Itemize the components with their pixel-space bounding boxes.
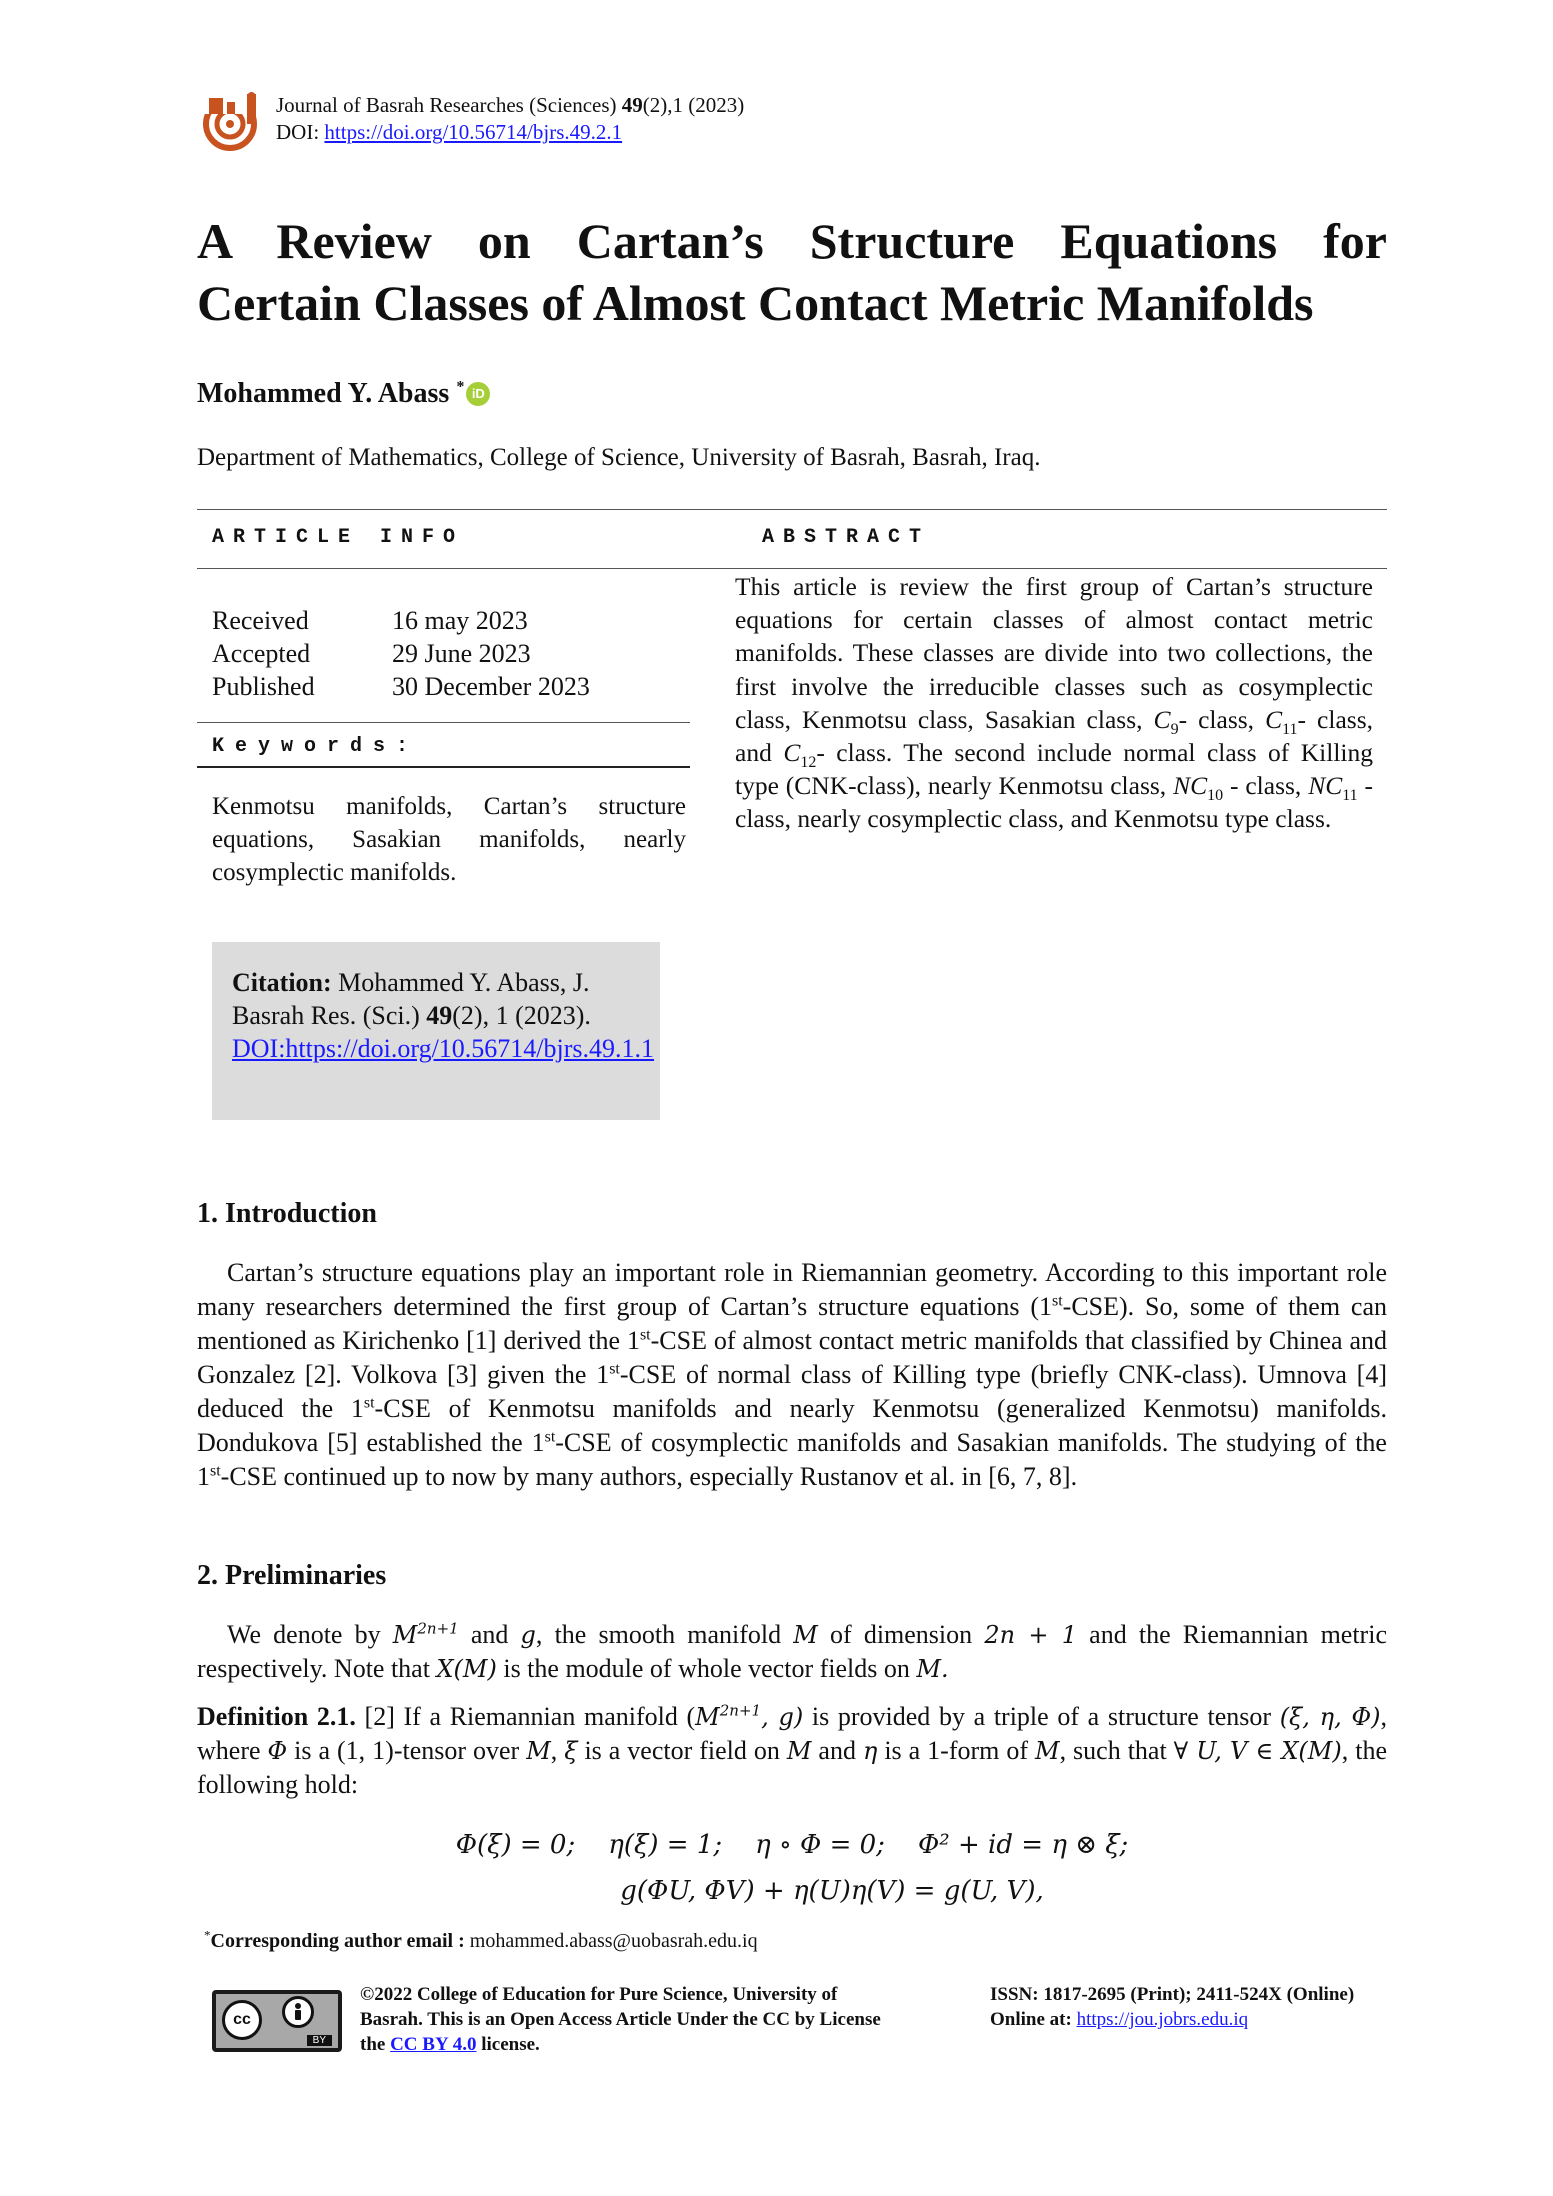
orcid-icon[interactable]: iD [466, 382, 490, 406]
journal-issue: (2),1 (2023) [642, 93, 745, 117]
class-c11: C [1265, 704, 1283, 734]
superscript: st [1052, 1292, 1063, 1310]
abstract-segment: - class, [1223, 771, 1309, 801]
cc-by-license-link[interactable]: CC BY 4.0 [390, 2034, 477, 2055]
math-symbol: M. [916, 1655, 949, 1683]
math-symbol: M [786, 1737, 812, 1765]
math-expression: (ξ, η, Φ) [1279, 1703, 1381, 1731]
license-text [360, 1982, 900, 2057]
keywords-text: Kenmotsu manifolds, Cartan’s structure equations, Sasakian manifolds, nearly cosymplectic manifolds. [212, 793, 686, 886]
citation-box [212, 942, 660, 1120]
affiliation: Department of Mathematics, College of Science, University of Basrah, Basrah, Iraq. [197, 444, 1041, 471]
cc-by-license-icon[interactable] [212, 1990, 342, 2052]
math-expression: X(M) [436, 1655, 497, 1683]
citation-text: Mohammed Y. Abass, J. Basrah Res. (Sci.) [232, 968, 590, 1030]
math-symbol: ξ [564, 1737, 578, 1765]
text-segment: [2] If a Riemannian manifold ( [355, 1702, 696, 1731]
citation-label: Citation: [232, 968, 332, 997]
superscript: st [639, 1326, 651, 1344]
abstract-segment: This article is review the first group of Cartan’s structure equations for certain classes of almost contact metric manifolds. These classes are divide into two collections, the first involve the irreducible classes such as cosymplectic class, Kenmotsu class, Sasakian class, [735, 572, 1373, 734]
keywords-heading: Keywords: [212, 735, 420, 758]
math-symbol: M [793, 1621, 818, 1649]
superscript: st [363, 1394, 375, 1412]
info-header-rule [197, 568, 1387, 569]
class-nc11: NC [1308, 771, 1343, 801]
definition-label: Definition 2.1. [197, 1702, 356, 1731]
corresponding-author-footnote [204, 1927, 758, 1953]
corresponding-email[interactable]: mohammed.abass@uobasrah.edu.iq [469, 1930, 758, 1952]
attribution-person-icon [282, 1996, 314, 2028]
text-segment: -CSE of Kenmotsu manifolds and nearly Kenmotsu (generalized Kenmotsu) manifolds. Dondukova [5] established the 1 [197, 1394, 1387, 1457]
text-segment: -CSE). So, some of them can mentioned as Kirichenko [1] derived the 1 [197, 1292, 1387, 1355]
math-symbol: M [526, 1737, 551, 1765]
article-info-heading: ARTICLE INFO [212, 526, 465, 549]
abstract-heading: ABSTRACT [762, 526, 931, 549]
math-symbol: η [862, 1737, 878, 1765]
text-segment: , the following hold: [197, 1736, 1387, 1799]
preliminaries-paragraph [197, 1618, 1387, 1686]
math-expression: ∀ U, V ∈ X(M) [1173, 1737, 1342, 1765]
journal-website-link[interactable]: https://jou.jobrs.edu.iq [1076, 2009, 1249, 2030]
superscript: st [609, 1360, 620, 1378]
date-label: Received [212, 606, 309, 635]
section-heading-preliminaries: 2. Preliminaries [197, 1560, 387, 1591]
doi-link[interactable]: https://doi.org/10.56714/bjrs.49.2.1 [324, 120, 623, 144]
abstract-segment: - class. The second include normal class of Killing type (CNK-class), nearly Kenmotsu class, [735, 738, 1373, 801]
class-c9: C [1153, 704, 1171, 734]
abstract-segment: - class, and [735, 704, 1373, 768]
text-segment: -CSE continued up to now by many authors, especially Rustanov et al. in [6, 7, 8]. [220, 1462, 1078, 1491]
author-line [197, 378, 490, 410]
abstract-text [735, 570, 1373, 836]
math-symbol: M [1035, 1737, 1060, 1765]
citation-issue: (2), 1 (2023). [452, 1001, 591, 1030]
math-symbol: M [695, 1703, 720, 1731]
title-line-2: Certain Classes of Almost Contact Metric Manifolds [197, 275, 1314, 331]
math-symbol: M [392, 1621, 418, 1649]
date-label: Published [212, 672, 315, 701]
text-segment: and [458, 1620, 521, 1649]
introduction-paragraph [197, 1256, 1387, 1494]
superscript: 2n+1 [417, 1619, 459, 1638]
date-row [212, 604, 590, 637]
date-value: 30 December 2023 [392, 672, 590, 701]
cc-badge-body [216, 1994, 338, 2048]
date-value: 16 may 2023 [392, 606, 528, 635]
journal-prefix: Journal of Basrah Researches (Sciences) [276, 93, 622, 117]
math-expression: 2n + 1 [984, 1621, 1077, 1649]
journal-volume: 49 [621, 93, 643, 117]
date-label: Accepted [212, 639, 311, 668]
abstract-segment: - class, [1178, 704, 1266, 734]
cc-icon: cc [222, 2000, 262, 2040]
journal-logo-icon [203, 92, 263, 152]
citation-doi-link[interactable]: DOI:https://doi.org/10.56714/bjrs.49.1.1 [232, 1034, 655, 1063]
date-value: 29 June 2023 [392, 639, 531, 668]
license-statement-end: license. [476, 2034, 540, 2055]
text-segment: is a vector field on [577, 1736, 787, 1765]
superscript: st [544, 1428, 556, 1446]
text-segment: is a (1, 1)-tensor over [287, 1736, 527, 1765]
math-symbol: g [520, 1621, 536, 1649]
equation-metric: g(ΦU, ΦV) + η(U)η(V) = g(U, V), [620, 1876, 1044, 1906]
subscript: 10 [1207, 787, 1224, 805]
math-symbol: Φ [267, 1737, 288, 1765]
cc-by-label: BY [307, 2035, 332, 2046]
author-marker: * [456, 378, 465, 396]
online-label: Online at: [990, 2009, 1077, 2030]
class-c12: C [783, 738, 801, 768]
journal-citation-header [276, 92, 744, 146]
text-segment: -CSE of cosymplectic manifolds and Sasakian manifolds. The studying of the 1 [197, 1428, 1387, 1491]
subscript: 11 [1342, 787, 1358, 805]
text-segment: We denote by [227, 1620, 393, 1649]
text-segment: -CSE of almost contact metric manifolds that classified by Chinea and Gonzalez [2]. Volkova [3] given the 1 [197, 1326, 1387, 1389]
text-segment: , the smooth manifold [535, 1620, 794, 1649]
equation-structure: Φ(ξ) = 0; η(ξ) = 1; η ∘ Φ = 0; Φ² + id = η ⊗ ξ; [455, 1830, 1129, 1860]
superscript: st [210, 1462, 221, 1480]
abstract-segment: - class, nearly cosymplectic class, and Kenmotsu type class. [735, 771, 1373, 834]
keywords-rule [197, 766, 690, 768]
footnote-marker: * [204, 1927, 211, 1943]
article-dates [212, 604, 590, 703]
text-segment: is a 1-form of [877, 1736, 1035, 1765]
date-row [212, 637, 590, 670]
paper-title [197, 210, 1387, 334]
date-row [212, 670, 590, 703]
text-segment: , [550, 1736, 565, 1765]
title-line-1: A Review on Cartan’s Structure Equations for [197, 213, 1387, 269]
issn-numbers: ISSN: 1817-2695 (Print); 2411-524X (Online) [990, 1984, 1355, 2005]
definition-paragraph [197, 1700, 1387, 1802]
license-statement: ©2022 College of Education for Pure Science, University of Basrah. This is an Open Access Article Under the CC by License the [360, 1984, 881, 2055]
text-segment: is the module of whole vector fields on [496, 1654, 917, 1683]
class-nc10: NC [1173, 771, 1208, 801]
subscript: 12 [800, 754, 817, 772]
text-segment: and [811, 1736, 863, 1765]
text-segment: , where [197, 1702, 1388, 1765]
text-segment: of dimension [817, 1620, 985, 1649]
text-segment: and the Riemannian metric respectively. Note that [197, 1620, 1387, 1683]
text-segment: is provided by a triple of a structure tensor [803, 1702, 1280, 1731]
math-expression: , g) [761, 1703, 804, 1731]
subscript: 9 [1170, 720, 1179, 738]
text-segment: , such that [1059, 1736, 1174, 1765]
keywords-top-rule [197, 722, 690, 723]
top-rule [197, 509, 1387, 510]
author-name: Mohammed Y. Abass [197, 378, 450, 409]
footnote-label: Corresponding author email : [210, 1930, 470, 1952]
doi-label: DOI: [276, 120, 325, 144]
text-segment: -CSE of normal class of Killing type (briefly CNK-class). Umnova [4] deduced the 1 [197, 1360, 1387, 1423]
citation-volume: 49 [426, 1001, 453, 1030]
superscript: 2n+1 [719, 1701, 762, 1720]
text-segment: Cartan’s structure equations play an important role in Riemannian geometry. According to this important role many researchers determined the first group of Cartan’s structure equations (1 [197, 1258, 1387, 1321]
section-heading-introduction: 1. Introduction [197, 1198, 377, 1229]
subscript: 11 [1282, 720, 1298, 738]
issn-info [990, 1982, 1354, 2032]
